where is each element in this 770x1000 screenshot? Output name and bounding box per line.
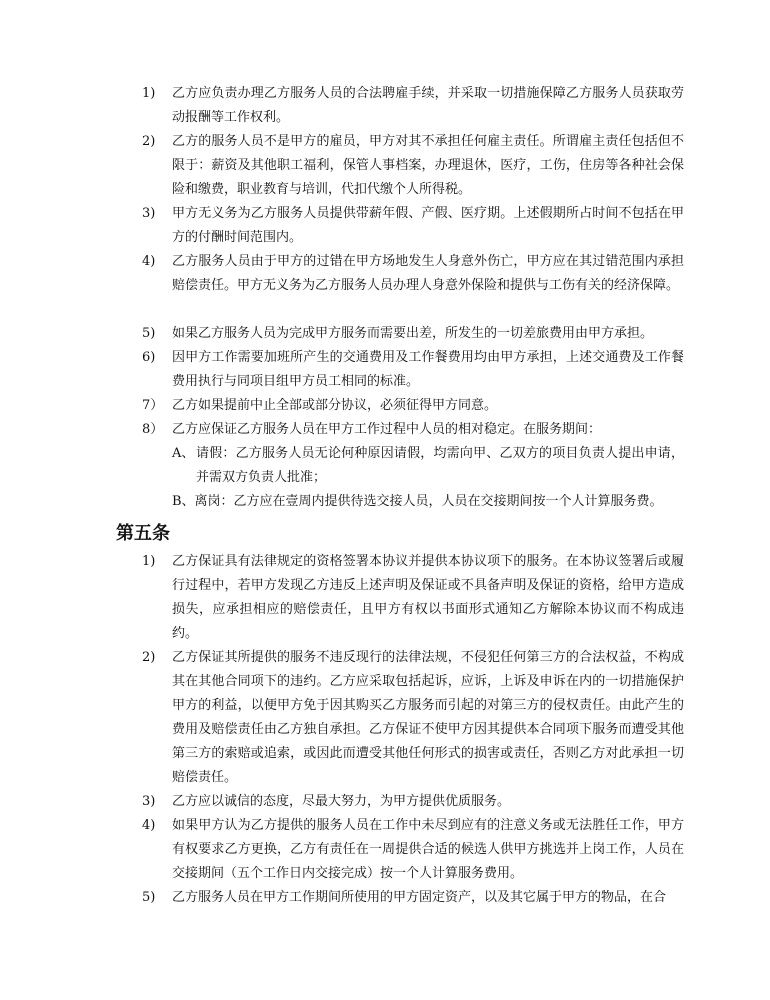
item-number: 5) — [142, 326, 156, 341]
section-heading: 第五条 — [116, 523, 170, 544]
item-text: 乙方服务人员由于甲方的过错在甲方场地发生人身意外伤亡，甲方应在其过错范围内承担赔偿责任。甲方无义务为乙方服务人员办理人身意外保险和提供与工伤有关的经济保障。 — [172, 254, 684, 293]
item-number: 7） — [142, 398, 164, 413]
item-text: 乙方保证具有法律规定的资格签署本协议并提供本协议项下的服务。在本协议签署后或履行过程中，若甲方发现乙方违反上述声明及保证或不具备声明及保证的资格，给甲方造成损失，应承担相应的赔偿责任，且甲方有权以书面形式通知乙方解除本协议而不构成违约。 — [172, 554, 684, 641]
item-text: 因甲方工作需要加班所产生的交通费用及工作餐费用均由甲方承担，上述交通费及工作餐费用执行与同项目组甲方员工相同的标准。 — [172, 350, 684, 389]
item-number: 3) — [142, 794, 156, 809]
sub-item-text: 请假：乙方服务人员无论何种原因请假，均需向甲、乙双方的项目负责人提出申请，并需双方负责人批准； — [196, 446, 684, 485]
item-number: 3) — [142, 206, 156, 221]
item-number: 2) — [142, 650, 156, 665]
sub-item-text: B、离岗：乙方应在壹周内提供待选交接人员，人员在交接期间按一个人计算服务费。 — [172, 494, 663, 509]
item-number: 6) — [142, 350, 156, 365]
item-text: 乙方应负责办理乙方服务人员的合法聘雇手续，并采取一切措施保障乙方服务人员获取劳动报酬等工作权利。 — [172, 86, 684, 125]
item-text: 如果甲方认为乙方提供的服务人员在工作中未尽到应有的注意义务或无法胜任工作，甲方有权要求乙方更换，乙方有责任在一周提供合适的候选人供甲方挑选并上岗工作，人员在交接期间（五个工作日内交接完成）按一个人计算服务费用。 — [172, 818, 684, 881]
item-number: 4) — [142, 254, 156, 269]
sub-item-marker: A、 — [172, 446, 195, 461]
item-text: 乙方服务人员在甲方工作期间所使用的甲方固定资产，以及其它属于甲方的物品，在合 — [172, 890, 667, 905]
item-text: 甲方无义务为乙方服务人员提供带薪年假、产假、医疗期。上述假期所占时间不包括在甲方的付酬时间范围内。 — [172, 206, 684, 245]
item-number: 8） — [142, 422, 164, 437]
item-text: 如果乙方服务人员为完成甲方服务而需要出差，所发生的一切差旅费用由甲方承担。 — [172, 326, 654, 341]
item-number: 2) — [142, 134, 156, 149]
item-text: 乙方的服务人员不是甲方的雇员，甲方对其不承担任何雇主责任。所谓雇主责任包括但不限于：薪资及其他职工福利，保管人事档案，办理退休，医疗，工伤，住房等各种社会保险和缴费，职业教育与培训，代扣代缴个人所得税。 — [172, 134, 684, 197]
item-number: 1) — [142, 86, 156, 101]
item-text: 乙方如果提前中止全部或部分协议，必须征得甲方同意。 — [172, 398, 498, 413]
item-text: 乙方应保证乙方服务人员在甲方工作过程中人员的相对稳定。在服务期间： — [172, 422, 602, 437]
item-text: 乙方应以诚信的态度，尽最大努力，为甲方提供优质服务。 — [172, 794, 511, 809]
item-text: 乙方保证其所提供的服务不违反现行的法律法规，不侵犯任何第三方的合法权益，不构成其在其他合同项下的违约。乙方应采取包括起诉，应诉，上诉及申诉在内的一切措施保护甲方的利益，以便甲方免于因其购买乙方服务而引起的对第三方的侵权责任。由此产生的费用及赔偿责任由乙方独自承担。乙方保证不使甲方因其提供本合同项下服务而遭受其他第三方的索赔或追索，或因此而遭受其他任何形式的损害或责任，否则乙方对此承担一切赔偿责任。 — [172, 650, 684, 785]
item-number: 4) — [142, 818, 156, 833]
item-number: 5) — [142, 890, 156, 905]
item-number: 1) — [142, 554, 156, 569]
